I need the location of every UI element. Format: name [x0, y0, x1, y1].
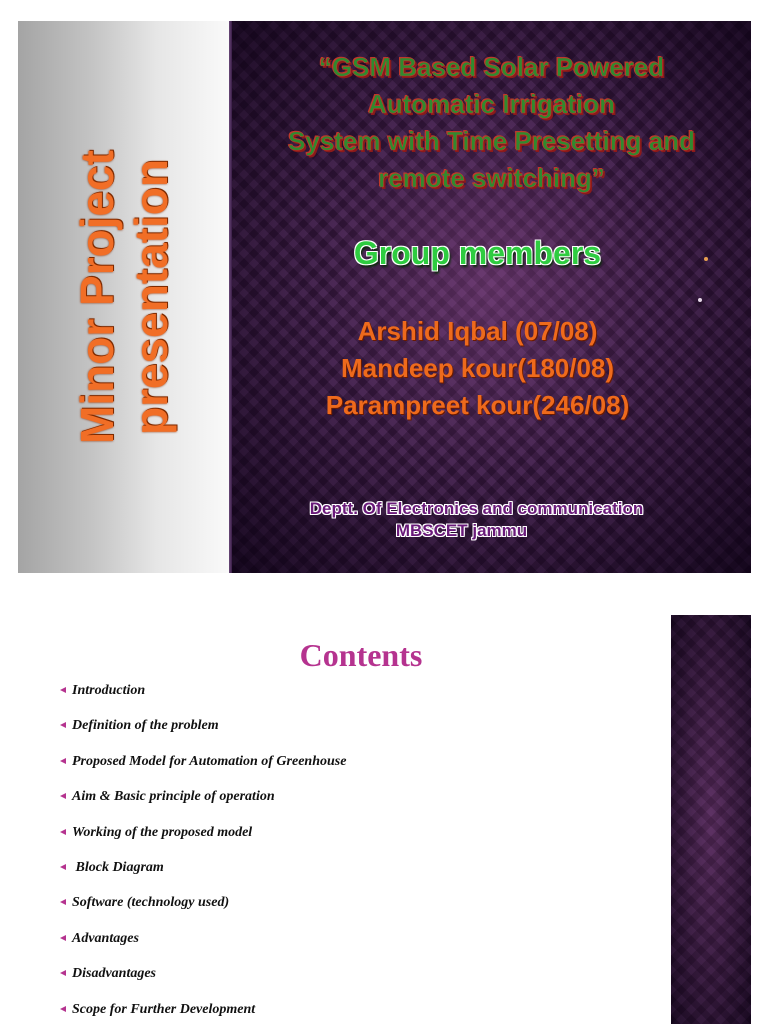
- contents-item: [60, 681, 346, 716]
- side-title-line-1: Minor Project: [71, 150, 123, 444]
- contents-item: [60, 929, 346, 964]
- contents-item-text: Advantages: [72, 930, 139, 946]
- bullet-arrow-icon: [60, 687, 66, 693]
- contents-item: [60, 823, 346, 858]
- member-name: Parampreet kour(246/08): [325, 390, 630, 420]
- bullet-arrow-icon: [60, 722, 66, 728]
- bullet-arrow-icon: [60, 829, 66, 835]
- contents-item: [60, 716, 346, 751]
- bullet-arrow-icon: [60, 970, 66, 976]
- member-name: Mandeep kour(180/08): [340, 353, 615, 383]
- department-info: [217, 498, 736, 542]
- contents-slide: [18, 615, 751, 1024]
- college-name: MBSCET jammu: [395, 521, 528, 540]
- contents-item: [60, 1000, 346, 1024]
- side-panel: [18, 21, 231, 573]
- contents-item: [60, 964, 346, 999]
- member-list: [218, 313, 737, 424]
- contents-item: [60, 752, 346, 787]
- decorative-dot: [704, 257, 708, 261]
- side-vertical-title: [70, 150, 178, 444]
- project-title: “GSM Based Solar Powered Automatic Irrigation System with Time Presetting and remote switching”: [288, 52, 695, 193]
- contents-item: [60, 893, 346, 928]
- bullet-arrow-icon: [60, 1006, 66, 1012]
- bullet-arrow-icon: [60, 793, 66, 799]
- contents-item-text: Aim & Basic principle of operation: [72, 789, 275, 805]
- bullet-arrow-icon: [60, 758, 66, 764]
- contents-title: Contents: [299, 637, 423, 673]
- department-name: Deptt. Of Electronics and communication: [309, 499, 644, 518]
- contents-item-text: Working of the proposed model: [72, 824, 253, 840]
- contents-item-text: Block Diagram: [72, 859, 164, 875]
- member-name: Arshid Iqbal (07/08): [357, 316, 598, 346]
- contents-item-text: Scope for Further Development: [72, 1001, 256, 1017]
- decorative-dot: [698, 298, 702, 302]
- contents-item: [60, 858, 346, 893]
- title-slide: [18, 21, 751, 573]
- bullet-arrow-icon: [60, 935, 66, 941]
- contents-list: [60, 681, 346, 1024]
- contents-item-text: Introduction: [72, 683, 146, 698]
- contents-item-text: Proposed Model for Automation of Greenhouse: [72, 753, 347, 769]
- decorative-strip: [671, 615, 751, 1024]
- main-panel: [232, 21, 751, 573]
- contents-item-text: Definition of the problem: [72, 718, 219, 734]
- group-members-heading: Group members: [353, 235, 602, 271]
- bullet-arrow-icon: [60, 899, 66, 905]
- side-title-line-2: presentation: [125, 158, 177, 436]
- contents-item: [60, 787, 346, 822]
- contents-item-text: Disadvantages: [72, 966, 156, 982]
- contents-item-text: Software (technology used): [72, 895, 230, 911]
- bullet-arrow-icon: [60, 864, 66, 870]
